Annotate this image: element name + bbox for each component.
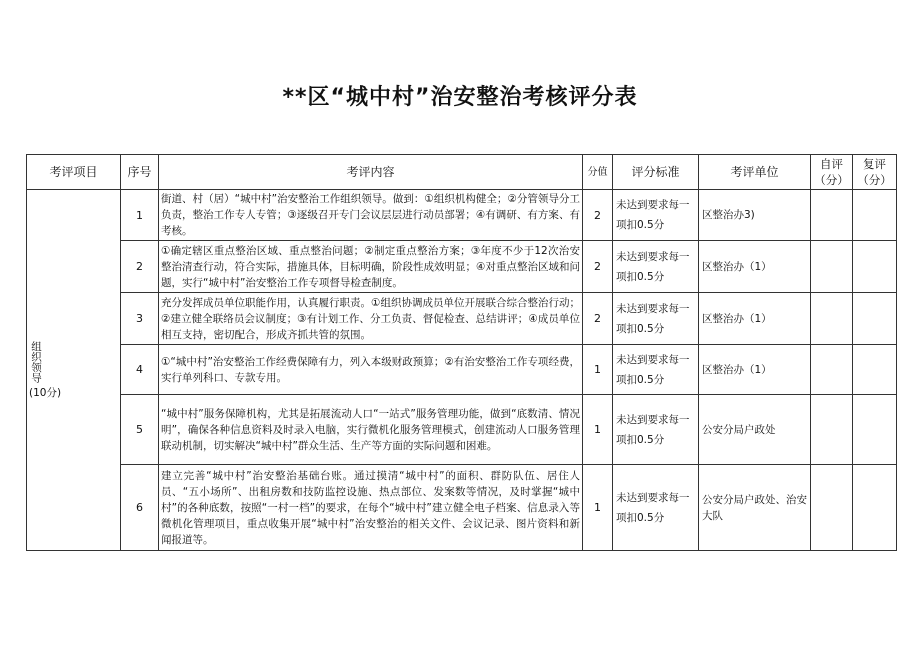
row-unit: 公安分局户政处、治安大队 bbox=[699, 465, 811, 551]
header-item: 考评项目 bbox=[27, 155, 121, 190]
row-no: 5 bbox=[121, 395, 159, 465]
row-review-score[interactable] bbox=[853, 345, 897, 395]
row-unit: 区整治办（1） bbox=[699, 345, 811, 395]
header-standard: 评分标准 bbox=[613, 155, 699, 190]
table-row bbox=[27, 241, 897, 293]
row-self-score[interactable] bbox=[811, 241, 853, 293]
row-unit: 区整治办（1） bbox=[699, 293, 811, 345]
row-score: 2 bbox=[583, 293, 613, 345]
row-content: 充分发挥成员单位职能作用，认真履行职责。①组织协调成员单位开展联合综合整治行动；②建立健全联络员会议制度；③有计划工作、分工负责、督促检查、总结讲评；④成员单位相互支持，密切配合，形成齐抓共管的氛围。 bbox=[159, 293, 583, 345]
row-self-score[interactable] bbox=[811, 395, 853, 465]
row-review-score[interactable] bbox=[853, 465, 897, 551]
row-content: “城中村”服务保障机构，尤其是拓展流动人口“一站式”服务管理功能，做到“底数清、情况明”，确保各种信息资料及时录入电脑，实行微机化服务管理模式，创建流动人口服务管理联动机制，切实解决“城中村”群众生活、生产等方面的实际问题和困难。 bbox=[159, 395, 583, 465]
table-row bbox=[27, 395, 897, 465]
row-score: 2 bbox=[583, 241, 613, 293]
row-score: 2 bbox=[583, 190, 613, 241]
row-standard: 未达到要求每一项扣0.5分 bbox=[613, 241, 699, 293]
row-no: 1 bbox=[121, 190, 159, 241]
row-score: 1 bbox=[583, 465, 613, 551]
row-content: 街道、村（居）“城中村”治安整治工作组织领导。做到：①组织机构健全；②分管领导分工负责，整治工作专人专管；③逐级召开专门会议层层进行动员部署；④有调研、有方案、有考核。 bbox=[159, 190, 583, 241]
row-content: ①确定辖区重点整治区域、重点整治问题；②制定重点整治方案；③年度不少于12次治安整治清查行动，符合实际，措施具体，目标明确，阶段性成效明显；④对重点整治区域和问题，实行“城中村”治安整治工作专项督导检查制度。 bbox=[159, 241, 583, 293]
row-no: 2 bbox=[121, 241, 159, 293]
row-self-score[interactable] bbox=[811, 190, 853, 241]
header-unit: 考评单位 bbox=[699, 155, 811, 190]
header-review: 复评（分） bbox=[853, 155, 897, 190]
row-standard: 未达到要求每一项扣0.5分 bbox=[613, 465, 699, 551]
row-unit: 区整治办（1） bbox=[699, 241, 811, 293]
header-row bbox=[27, 155, 897, 190]
row-standard: 未达到要求每一项扣0.5分 bbox=[613, 345, 699, 395]
row-score: 1 bbox=[583, 345, 613, 395]
category-name: 组织领导 bbox=[30, 340, 42, 383]
table-row bbox=[27, 345, 897, 395]
evaluation-table bbox=[26, 154, 897, 551]
row-no: 3 bbox=[121, 293, 159, 345]
row-standard: 未达到要求每一项扣0.5分 bbox=[613, 395, 699, 465]
row-standard: 未达到要求每一项扣0.5分 bbox=[613, 190, 699, 241]
row-review-score[interactable] bbox=[853, 293, 897, 345]
row-self-score[interactable] bbox=[811, 465, 853, 551]
header-score: 分值 bbox=[583, 155, 613, 190]
row-unit: 公安分局户政处 bbox=[699, 395, 811, 465]
row-score: 1 bbox=[583, 395, 613, 465]
row-unit: 区整治办3) bbox=[699, 190, 811, 241]
row-review-score[interactable] bbox=[853, 395, 897, 465]
category-points: (10分) bbox=[29, 386, 62, 399]
row-no: 6 bbox=[121, 465, 159, 551]
category-cell bbox=[27, 190, 121, 551]
table-row bbox=[27, 190, 897, 241]
row-no: 4 bbox=[121, 345, 159, 395]
page-title: **区“城中村”治安整治考核评分表 bbox=[282, 85, 638, 110]
row-review-score[interactable] bbox=[853, 241, 897, 293]
row-content: 建立完善“城中村”治安整治基础台账。通过摸清“城中村”的面积、群防队伍、居住人员、“五小场所”、出租房数和技防监控设施、热点部位、发案数等情况，及时掌握“城中村”的各种底数，按照“一村一档”的要求，在每个“城中村”建立健全电子档案、信息录入等微机化管理项目，重点收集开展“城中村”治安整治的相关文件、会议记录、图片资料和新闻报道等。 bbox=[159, 465, 583, 551]
row-self-score[interactable] bbox=[811, 293, 853, 345]
table-row bbox=[27, 293, 897, 345]
table-row bbox=[27, 465, 897, 551]
row-review-score[interactable] bbox=[853, 190, 897, 241]
row-content: ①“城中村”治安整治工作经费保障有力，列入本级财政预算；②有治安整治工作专项经费，实行单列科口、专款专用。 bbox=[159, 345, 583, 395]
header-no: 序号 bbox=[121, 155, 159, 190]
row-self-score[interactable] bbox=[811, 345, 853, 395]
header-content: 考评内容 bbox=[159, 155, 583, 190]
header-self: 自评（分） bbox=[811, 155, 853, 190]
row-standard: 未达到要求每一项扣0.5分 bbox=[613, 293, 699, 345]
